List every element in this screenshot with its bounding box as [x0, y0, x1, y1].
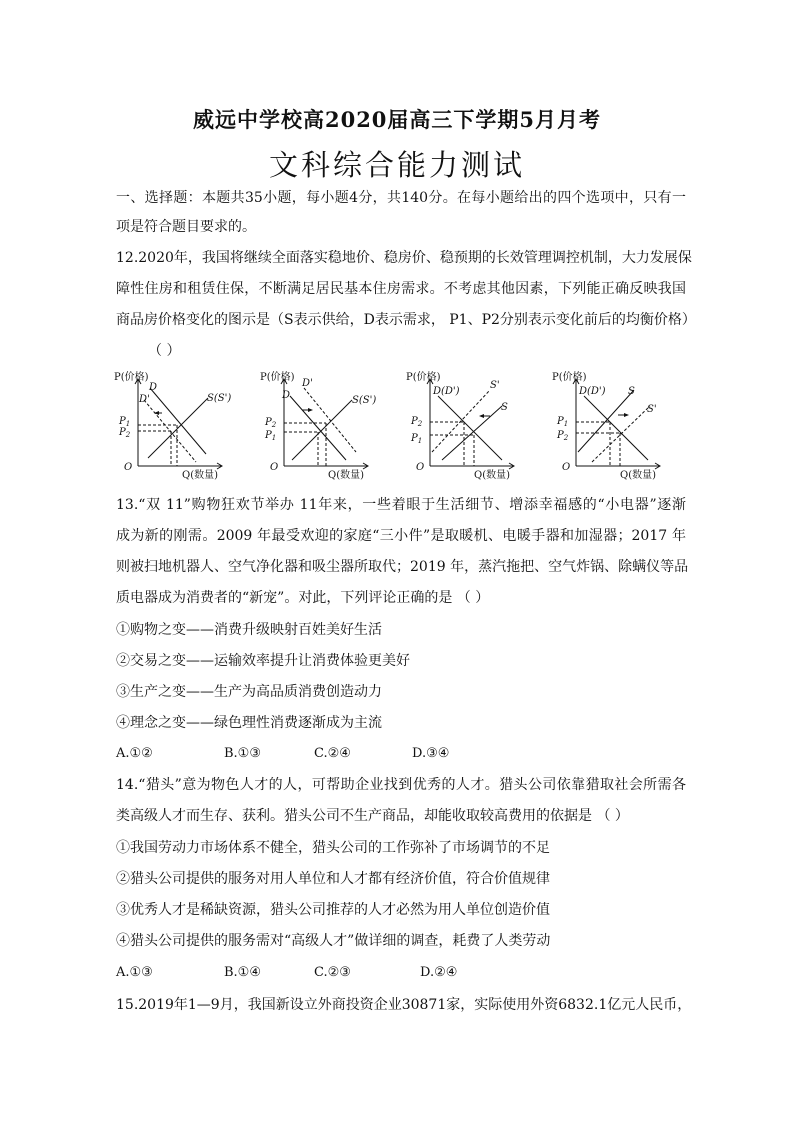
d-label: D(D')	[433, 386, 460, 397]
q14-option-3: ③优秀人才是稀缺资源，猎头公司推荐的人才必然为用人单位创造价值	[116, 902, 550, 918]
d-label: D(D')	[579, 386, 606, 397]
p1-label: $P_1$	[119, 416, 131, 428]
p2-label: $P_2$	[411, 416, 423, 428]
quantity-axis-label: Q(数量)	[474, 470, 511, 481]
supply-curve	[148, 398, 208, 458]
q12-graph-c	[402, 366, 542, 486]
supply-curve	[442, 406, 502, 460]
q13-choice-b: B.①③	[224, 746, 261, 761]
q14-option-1: ①我国劳动力市场体系不健全，猎头公司的工作弥补了市场调节的不足	[116, 840, 550, 856]
s-prime-label: S'	[490, 380, 500, 391]
quantity-axis-label: Q(数量)	[328, 470, 365, 481]
q12-graph-a	[110, 366, 250, 486]
s-label: S	[501, 402, 508, 413]
q14-choice-a: A.①③	[116, 965, 153, 980]
origin-label: O	[124, 462, 133, 473]
demand-curve	[150, 388, 206, 454]
d-prime-label: D'	[302, 378, 313, 389]
p1-label: $P_1$	[265, 430, 277, 442]
q13-line-3: 则被扫地机器人、空气净化器和吸尘器所取代；2019 年，蒸汽拖把、空气炸锅、除螨仪等品	[116, 559, 689, 575]
demand-curve	[584, 396, 648, 460]
instructions-line-1: 一、选择题：本题共35小题，每小题4分，共140分。在每小题给出的四个选项中，只有一	[116, 190, 686, 206]
q12-graph-d	[548, 366, 688, 486]
price-axis-label: P(价格)	[406, 372, 441, 383]
q12-line-3: 商品房价格变化的图示是（S表示供给，D表示需求， P1、P2分别表示变化前后的均衡价格）	[116, 312, 696, 328]
q12-graph-b	[256, 366, 396, 486]
q15-line-1: 15.2019年1—9月，我国新设立外商投资企业30871家，实际使用外资6832.1亿元人民币，	[116, 997, 692, 1013]
q14-line-1: 14.“猎头”意为物色人才的人，可帮助企业找到优秀的人才。猎头公司依靠猎取社会所需各	[116, 777, 686, 793]
origin-label: O	[416, 462, 425, 473]
s-prime-label: S'	[647, 404, 657, 415]
q13-option-1: ①购物之变——消费升级映射百姓美好生活	[116, 622, 382, 638]
origin-label: O	[270, 462, 279, 473]
quantity-axis-label: Q(数量)	[182, 470, 219, 481]
price-axis-label: P(价格)	[260, 372, 295, 383]
q13-line-2: 成为新的刚需。2009 年最受欢迎的家庭“三小件”是取暖机、电暖手器和加湿器；2017 年	[116, 528, 686, 544]
q12-line-1: 12.2020年，我国将继续全面落实稳地价、稳房价、稳预期的长效管理调控机制，大力发展保	[116, 250, 692, 266]
q13-option-2: ②交易之变——运输效率提升让消费体验更美好	[116, 653, 410, 669]
q13-line-1: 13.“双 11”购物狂欢节举办 11年来，一些着眼于生活细节、增添幸福感的“小电器”逐渐	[116, 497, 686, 513]
p2-label: $P_2$	[557, 430, 569, 442]
q12-line-2: 障性住房和租赁住保，不断满足居民基本住房需求。不考虑其他因素，下列能正确反映我国	[116, 281, 686, 297]
origin-label: O	[562, 462, 571, 473]
price-axis-label: P(价格)	[552, 372, 587, 383]
q14-line-2: 类高级人才而生存、获利。猎头公司不生产商品，却能收取较高费用的依据是 （ ）	[116, 808, 629, 824]
q14-option-2: ②猎头公司提供的服务对用人单位和人才都有经济价值，符合价值规律	[116, 871, 550, 887]
p1-label: $P_1$	[411, 433, 423, 445]
d-label: D	[282, 390, 291, 401]
s-label: S(S')	[207, 393, 232, 404]
q13-choices	[116, 746, 449, 761]
q14-choices	[116, 965, 457, 980]
q13-choice-d: D.③④	[412, 746, 450, 761]
supply-curve	[578, 390, 634, 452]
s-label: S(S')	[352, 395, 377, 406]
instructions-line-2: 项是符合题目要求的。	[116, 219, 256, 235]
quantity-axis-label: Q(数量)	[620, 470, 657, 481]
p2-label: $P_2$	[265, 417, 277, 429]
p1-label: $P_1$	[557, 416, 569, 428]
exam-subtitle: 文科综合能力测试	[268, 148, 525, 182]
d-prime-label: D'	[139, 394, 150, 405]
q13-choice-c: C.②④	[314, 746, 351, 761]
d-label: D	[149, 382, 158, 393]
s-label: S	[628, 386, 635, 397]
q14-choice-d: D.②④	[420, 965, 458, 980]
q13-option-3: ③生产之变——生产为高品质消费创造动力	[116, 684, 382, 700]
q12-answer-paren: （ ）	[148, 343, 181, 359]
q13-line-4: 质电器成为消费者的“新宠”。对此，下列评论正确的是 （ ）	[116, 590, 490, 606]
exam-title: 威远中学校高2020届高三下学期5月月考	[192, 107, 602, 132]
q14-choice-b: B.①④	[224, 965, 261, 980]
p2-label: $P_2$	[119, 427, 131, 439]
demand-curve	[438, 396, 502, 460]
q13-option-4: ④理念之变——绿色理性消费逐渐成为主流	[116, 715, 382, 731]
q13-choice-a: A.①②	[116, 746, 153, 761]
q14-option-4: ④猎头公司提供的服务需对“高级人才”做详细的调查，耗费了人类劳动	[116, 933, 551, 949]
q14-choice-c: C.②③	[314, 965, 351, 980]
price-axis-label: P(价格)	[114, 372, 149, 383]
